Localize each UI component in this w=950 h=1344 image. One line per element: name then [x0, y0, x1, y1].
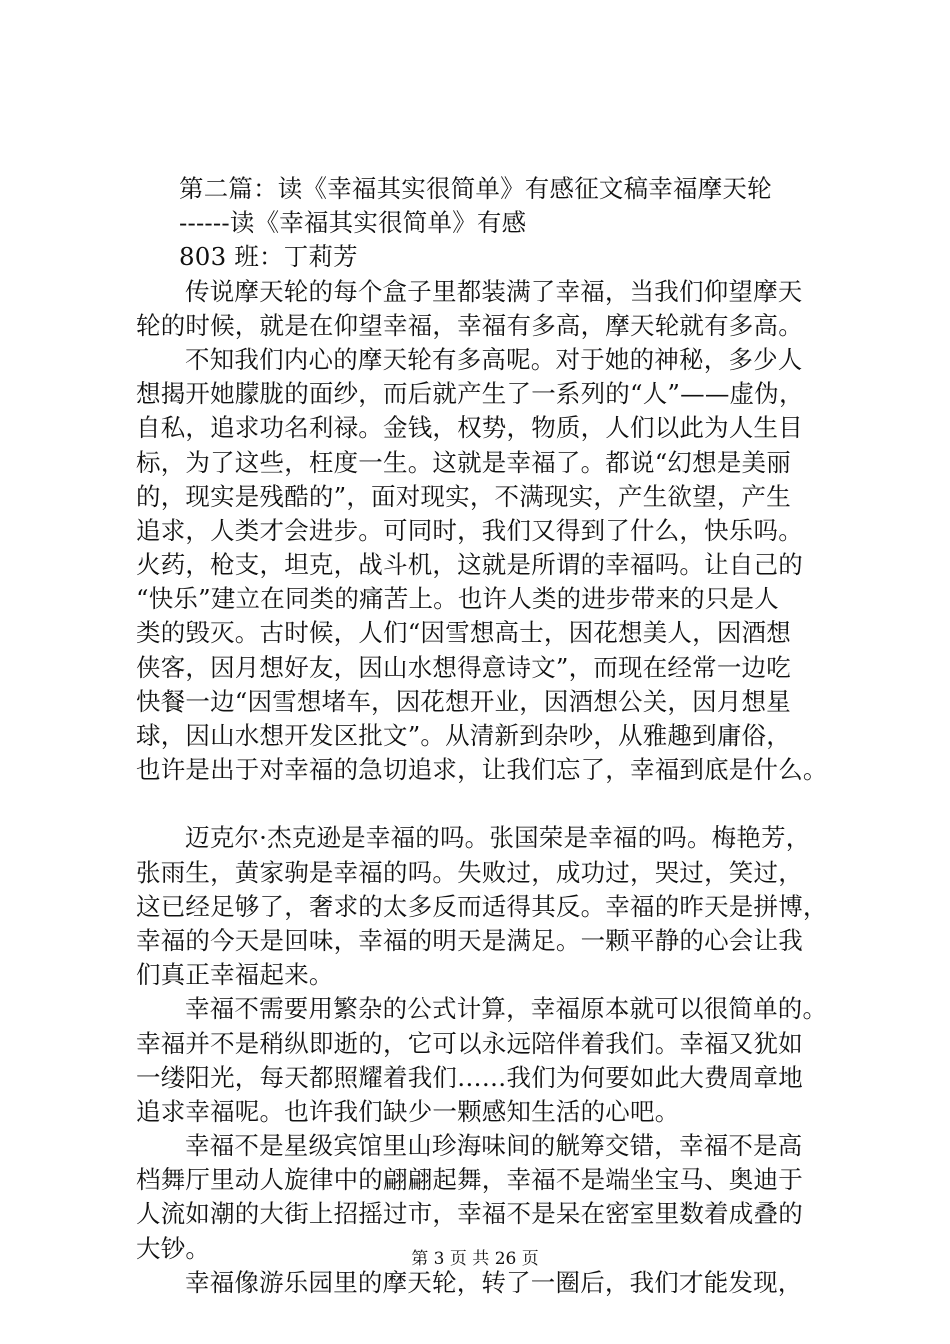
document-subtitle: ------读《幸福其实很简单》有感 [179, 208, 527, 238]
text-line: 追求，人类才会进步。可同时，我们又得到了什么，快乐吗。 [136, 515, 803, 545]
text-line: 快餐一边“因雪想堵车，因花想开业，因酒想公关，因月想星 [136, 686, 791, 716]
text-line: 类的毁灭。古时候，人们“因雪想高士，因花想美人，因酒想 [136, 618, 791, 648]
text-line: 火药，枪支，坦克，战斗机，这就是所谓的幸福吗。让自己的 [136, 550, 803, 580]
text-line: 标，为了这些，枉度一生。这就是幸福了。都说“幻想是美丽 [136, 447, 791, 477]
text-line: 张雨生，黄家驹是幸福的吗。失败过，成功过，哭过，笑过， [136, 857, 803, 887]
text-line: 这已经足够了，奢求的太多反而适得其反。幸福的昨天是拼博， [136, 891, 828, 921]
paragraph-1 [136, 275, 836, 343]
paragraph-6 [136, 1266, 836, 1300]
text-line: 追求幸福呢。也许我们缺少一颗感知生活的心吧。 [136, 1096, 680, 1126]
text-line: 迈克尔·杰克逊是幸福的吗。张国荣是幸福的吗。梅艳芳， [185, 823, 811, 853]
text-line: 的，现实是残酷的”，面对现实，不满现实，产生欲望，产生 [136, 481, 791, 511]
text-line: 自私，追求功名利禄。金钱，权势，物质，人们以此为人生目 [136, 413, 803, 443]
text-line: 一缕阳光，每天都照耀着我们……我们为何要如此大费周章地 [136, 1062, 803, 1092]
paragraph-2 [136, 343, 836, 787]
paragraph-3 [136, 821, 836, 992]
text-line: 想揭开她朦胧的面纱，而后就产生了一系列的“人”——虚伪， [136, 379, 804, 409]
document-body [136, 172, 836, 1300]
text-line: 不知我们内心的摩天轮有多高呢。对于她的神秘，多少人 [185, 344, 803, 374]
text-line: “快乐”建立在同类的痛苦上。也许人类的进步带来的只是人 [136, 584, 779, 614]
paragraph-4 [136, 992, 836, 1129]
text-line: 们真正幸福起来。 [136, 960, 334, 990]
text-line: 人流如潮的大街上招摇过市，幸福不是呆在密室里数着成叠的 [136, 1199, 803, 1229]
text-line: 幸福不需要用繁杂的公式计算，幸福原本就可以很简单的。 [185, 994, 828, 1024]
text-line: 幸福并不是稍纵即逝的，它可以永远陪伴着我们。幸福又犹如 [136, 1028, 803, 1058]
text-line: 幸福不是星级宾馆里山珍海味间的觥筹交错，幸福不是高 [185, 1131, 803, 1161]
text-line: 传说摩天轮的每个盒子里都装满了幸福，当我们仰望摩天 [185, 276, 803, 306]
text-line: 档舞厅里动人旋律中的翩翩起舞，幸福不是端坐宝马、奥迪于 [136, 1165, 803, 1195]
document-title: 第二篇：读《幸福其实很简单》有感征文稿幸福摩天轮 [179, 174, 772, 203]
document-author: 803 班：丁莉芳 [179, 242, 358, 272]
text-line: 大钞。 [136, 1233, 211, 1263]
paragraph-gap [136, 787, 836, 821]
page-footer: 第 3 页 共 26 页 [411, 1249, 539, 1269]
text-line: 球，因山水想开发区批文”。从清新到杂吵，从雅趣到庸俗， [136, 721, 791, 750]
text-line: 幸福像游乐园里的摩天轮，转了一圈后，我们才能发现， [185, 1267, 803, 1297]
text-line: 也许是出于对幸福的急切追求，让我们忘了，幸福到底是什么。 [136, 755, 828, 785]
text-line: 轮的时候，就是在仰望幸福，幸福有多高，摩天轮就有多高。 [136, 310, 803, 340]
text-line: 侠客，因月想好友，因山水想得意诗文”，而现在经常一边吃 [136, 652, 791, 682]
text-line: 幸福的今天是回味，幸福的明天是满足。一颗平静的心会让我 [136, 925, 803, 955]
